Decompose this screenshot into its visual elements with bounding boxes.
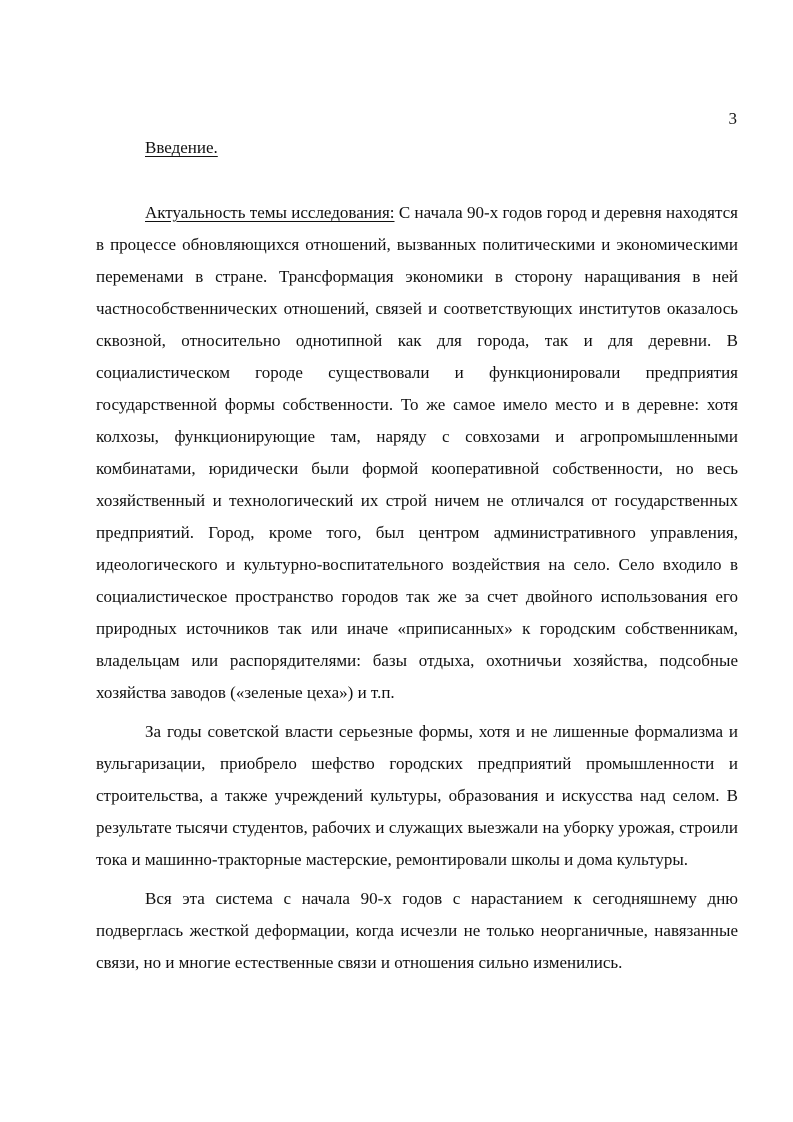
- paragraph-3: Вся эта система с начала 90-х годов с нарастанием к сегодняшнему дню подверглась жесткой деформации, когда исчезли не только неорганичные, навязанные связи, но и многие естественные связи и отношения сильно изменились.: [96, 889, 738, 972]
- paragraph-1-lead: Актуальность темы исследования:: [145, 203, 395, 222]
- section-heading: Введение.: [145, 138, 218, 157]
- page-number: 3: [728, 109, 737, 128]
- paragraph-1-text: С начала 90-х годов город и деревня находятся в процессе обновляющихся отношений, вызванных политическими и экономическими переменами в стране. Трансформация экономики в сторону наращивания в ней частнособственнических отношений, связей и соответствующих институтов оказалось сквозной, относительно однотипной как для города, так и для деревни. В социалистическом городе существовали и функционировали предприятия государственной формы собственности. То же самое имело место и в деревне: хотя колхозы, функционирующие там, наряду с совхозами и агропромышленными комбинатами, юридически были формой кооперативной собственности, но весь хозяйственный и технологический их строй ничем не отличался от государственных предприятий. Город, кроме того, был центром административного управления, идеологического и культурно-воспитательного воздействия на село. Село входило в социалистическое пространство городов так же за счет двойного использования его природных источников так или иначе «приписанных» к городским собственникам, владельцам или распорядителями: базы отдыха, охотничьи хозяйства, подсобные хозяйства заводов («зеленые цеха») и т.п.: [96, 203, 738, 702]
- paragraph-1: [96, 197, 738, 709]
- paragraph-2: За годы советской власти серьезные формы, хотя и не лишенные формализма и вульгаризации, приобрело шефство городских предприятий промышленности и строительства, а также учреждений культуры, образования и искусства над селом. В результате тысячи студентов, рабочих и служащих выезжали на уборку урожая, строили тока и машинно-тракторные мастерские, ремонтировали школы и дома культуры.: [96, 722, 738, 869]
- body-text: [96, 197, 738, 979]
